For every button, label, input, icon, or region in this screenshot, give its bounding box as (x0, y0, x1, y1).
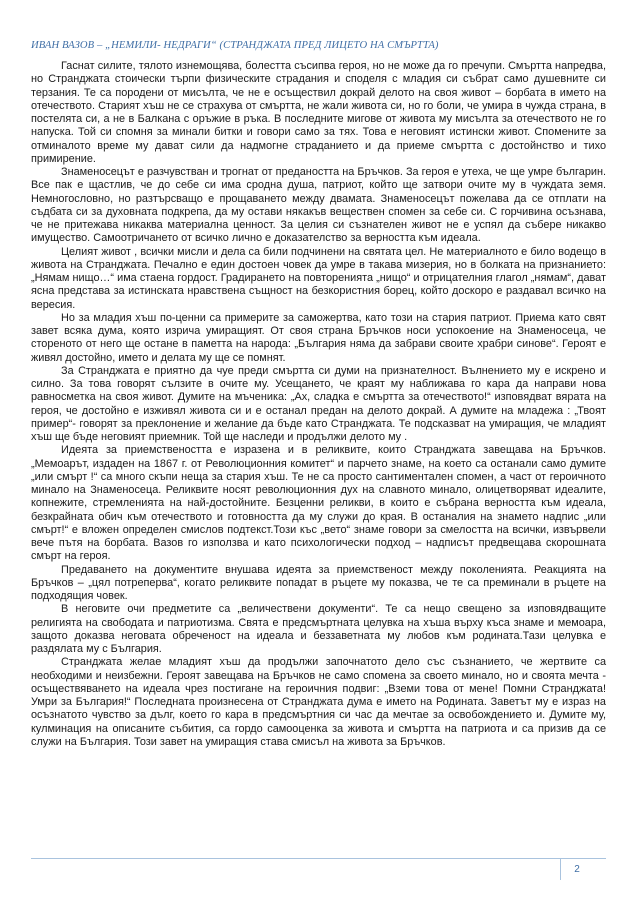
paragraph-8: В неговите очи предметите са „величествени документи“. Те са нещо свещено за изповядващите религията на свободата и патриотизма. Свята е предсмъртната целувка на хъша върху къса знаме и мемоара, защото доказва неговата обреченост на идеала и беззаветната му любов към родината.Тази целувка е раздялата му с България. (31, 603, 606, 655)
paragraph-1: Гаснат силите, тялото изнемощява, болестта съсипва героя, но не може да го пречупи. Смъртта напредва, но Странджата стоически търпи физическите страдания и споделя с младия си събрат само душевните си терзания. Те са породени от мисълта, че не е осъществил докрай делото на своя живот – борбата в името на отечеството. Старият хъш не се страхува от смъртта, не жали живота си, но го боли, че умира в чужда страна, в постелята си, а не в Балкана с оръжие в ръка. В последните мигове от живота му мисълта за отечеството не го напуска. Той си спомня за минали битки и говори само за тях. Това е неговият истински живот. Спомените за отминалото време му дават сили да надмогне страданието и да приеме смъртта с достойнство и тихо примирение. (31, 60, 606, 165)
page-number: 2 (574, 864, 580, 875)
page-header-title: ИВАН ВАЗОВ – „НЕМИЛИ- НЕДРАГИ“ (СТРАНДЖАТА ПРЕД ЛИЦЕТО НА СМЪРТТА) (31, 40, 439, 51)
paragraph-7: Предаването на документите внушава идеята за приемственост между поколенията. Реакцията на Бръчков – „цял потреперва“, когато реликвите попадат в ръцете му показва, че те са преминали в ръцете на подходящия човек. (31, 563, 606, 602)
paragraph-4: Но за младия хъш по-ценни са примерите за саможертва, като този на стария патриот. Приема като свят завет всяка дума, която изрича умиращият. От своя страна Бръчков носи успокоение на Знаменосеца, че стореното от него ще остане в паметта на народа: „България няма да забрави своите храбри синове“. Героят е живял достойно, името и делата му ще се помнят. (31, 311, 606, 364)
footer-vertical-divider (560, 858, 561, 880)
paragraph-9: Странджата желае младият хъш да продължи започнатото дело със съзнанието, че жертвите са необходими и неизбежни. Героят завещава на Бръчков не само спомена за своето минало, но и своята мечта - осъществяването на идеала чрез постигане на героичния подвиг: „Вземи това от мене! Помни Странджата! Умри за България!“ Последната произнесена от Странджата дума е името на Родината. Заветът му е израз на осъзнатото чувство за дълг, което го кара в предсмъртния си час да мечтае за освобождението и. Думите му, кулминация на описаните събития, са гордо самооценка за живота и смъртта на патриота и са призив да се служи на България. Този завет на умиращия става смисъл на живота за Бръчков. (31, 656, 606, 748)
paragraph-3: Целият живот , всички мисли и дела са били подчинени на святата цел. Не материалното е било водещо в живота на Странджата. Печално е един достоен човек да умре в такава мизерия, но в болката на признанието: „Нямам нищо…“ има стаена гордост. Градирането на повторенията „нищо“ и отрицателния глагол „нямам“, дават ясна представа за истинската нравствена същност на безкористния борец, който доскоро е раздавал всичко на вересия. (31, 245, 606, 311)
paragraph-2: Знаменосецът е разчувстван и трогнат от предаността на Бръчков. За героя е утеха, че ще умре българин. Все пак е щастлив, че до себе си има сродна душа, патриот, който ще затвори очите му в чуждата земя. Немногословно, но разтърсващо е прощаването между двамата. Знаменосецът пожелава да се отплати на съдбата си за духовната подкрепа, да му остави някакъв веществен спомен за себе си. С горчивина осъзнава, че не притежава никаква материална ценност. За целия си съзнателен живот не е успял да събере никакво имущество. Самоотричането от всичко лично е доказателство за верността към идеала. (31, 166, 606, 245)
paragraph-5: За Странджата е приятно да чуе преди смъртта си думи на признателност. Вълнението му е искрено и силно. За това говорят сълзите в очите му. Усещането, че краят му наближава го кара да направи нова равносметка на своя живот. Думите на мъченика: „Ах, сладка е смъртта за отечеството!“ изповядват вярата на героя, че достойно е изживял живота си и е останал предан на делото докрай. А думите на младежа : „Твоят пример“- говорят за преклонение и желание да бъде като Странджата. Те подсказват на умиращия, че младият хъш ще бъде неговият приемник. Той ще наследи и продължи делото му . (31, 364, 606, 443)
document-body (31, 60, 606, 749)
footer-divider (31, 858, 606, 859)
paragraph-6: Идеята за приемствеността е изразена и в реликвите, които Странджата завещава на Бръчков. „Мемоарът, издаден на 1867 г. от Революционния комитет“ и парчето знаме, на което са останали само думите „или смърт !“ са много скъпи неща за стария хъш. Те не са просто сантиментален спомен, а част от героичното минало на Знаменосеца. Реликвите носят революционния дух на славното минало, олицетворяват идеалите, копнежите, стремленията на най-достойните. Безценни реликви, в които е събрана верността към идеала, безкрайната обич към отечеството и готовността да му служи до края. В останалия на знамето надпис „или смърт!“ е вложен определен смислов подтекст.Този къс „вето“ знаме говори за смелостта на всички, извървели вече пътя на борбата. Вазов го използва и като психологически подход – надписът предвещава скорошната смърт на героя. (31, 444, 606, 563)
